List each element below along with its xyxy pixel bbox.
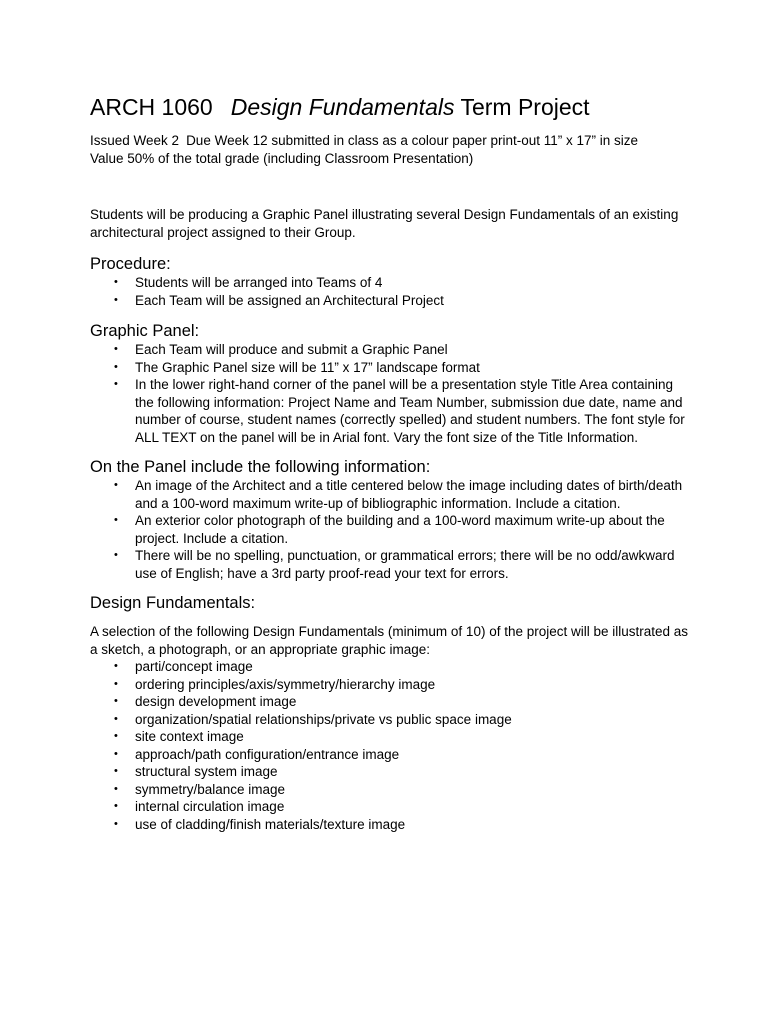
list-item: • parti/concept image — [114, 659, 253, 674]
panel-info-heading: On the Panel include the following information: — [90, 458, 431, 476]
list-item: • structural system image — [114, 764, 278, 779]
due-text: Due Week 12 submitted in class as a colour paper print-out 11” x 17” in size — [186, 133, 639, 148]
list-item: • design development image — [114, 694, 297, 709]
bullet-icon: • — [114, 765, 118, 777]
bullet-icon: • — [114, 343, 118, 355]
list-item: • symmetry/balance image — [114, 781, 286, 797]
list-item: • ordering principles/axis/symmetry/hierarchy image — [114, 676, 436, 692]
bullet-icon: • — [114, 730, 118, 742]
list-item: • There will be no spelling, punctuation, or grammatical errors; there will be no odd/awkward use of English; have a 3rd party proof-read your text for errors. — [114, 548, 675, 581]
course-code: ARCH 1060 — [90, 94, 213, 120]
procedure-list — [90, 274, 690, 309]
course-name: Design Fundamentals — [230, 94, 455, 120]
bullet-icon: • — [114, 660, 118, 672]
intro-paragraph: Students will be producing a Graphic Panel illustrating several Design Fundamentals of an existing architectural project assigned to their Group. — [90, 207, 679, 240]
assignment-meta — [90, 132, 690, 167]
list-item: • Each Team will be assigned an Architectural Project — [114, 292, 444, 308]
design-fundamentals-heading: Design Fundamentals: — [90, 594, 256, 612]
bullet-icon: • — [114, 549, 118, 561]
design-fundamentals-intro: A selection of the following Design Fundamentals (minimum of 10) of the project will be illustrated as a sketch, a photograph, or an appropriate graphic image: — [90, 624, 689, 657]
design-fundamentals-list — [90, 658, 690, 833]
list-item: • An image of the Architect and a title centered below the image including dates of birth/death and a 100-word maximum write-up of bibliographic information. Include a citation. — [114, 478, 683, 511]
document-page — [90, 92, 690, 833]
bullet-icon: • — [114, 677, 118, 690]
bullet-icon: • — [114, 276, 118, 288]
graphic-panel-heading: Graphic Panel: — [90, 322, 200, 340]
bullet-icon: • — [114, 360, 118, 373]
graphic-panel-list — [90, 341, 690, 446]
bullet-icon: • — [114, 782, 118, 795]
list-item: • site context image — [114, 729, 244, 744]
list-item: • use of cladding/finish materials/texture image — [114, 816, 406, 832]
bullet-icon: • — [114, 817, 118, 830]
issue-due-line — [90, 132, 690, 150]
bullet-icon: • — [114, 747, 118, 760]
bullet-icon: • — [114, 695, 118, 707]
procedure-heading: Procedure: — [90, 255, 171, 273]
list-item: • An exterior color photograph of the building and a 100-word maximum write-up about the project. Include a citation. — [114, 513, 665, 546]
bullet-icon: • — [114, 712, 118, 725]
list-item: • approach/path configuration/entrance image — [114, 746, 400, 762]
document-title — [90, 92, 690, 122]
list-item: • In the lower right-hand corner of the panel will be a presentation style Title Area containing the following information: Project Name and Team Number, submission due date, name and number of course, student names (correctly spelled) and student numbers. The font style for ALL TEXT on the panel will be in Arial font. Vary the font size of the Title Information. — [114, 377, 685, 445]
list-item: • The Graphic Panel size will be 11” x 17” landscape format — [114, 359, 480, 375]
list-item: • Each Team will produce and submit a Graphic Panel — [114, 342, 448, 357]
bullet-icon: • — [114, 479, 118, 491]
bullet-icon: • — [114, 378, 118, 390]
list-item: • internal circulation image — [114, 799, 285, 814]
title-suffix: Term Project — [460, 94, 590, 120]
issued-text: Issued Week 2 — [90, 133, 180, 148]
list-item: • Students will be arranged into Teams of 4 — [114, 275, 383, 290]
list-item: • organization/spatial relationships/private vs public space image — [114, 711, 512, 727]
bullet-icon: • — [114, 293, 118, 306]
panel-info-list — [90, 477, 690, 582]
bullet-icon: • — [114, 800, 118, 812]
bullet-icon: • — [114, 514, 118, 526]
value-text: Value 50% of the total grade (including Classroom Presentation) — [90, 150, 474, 166]
